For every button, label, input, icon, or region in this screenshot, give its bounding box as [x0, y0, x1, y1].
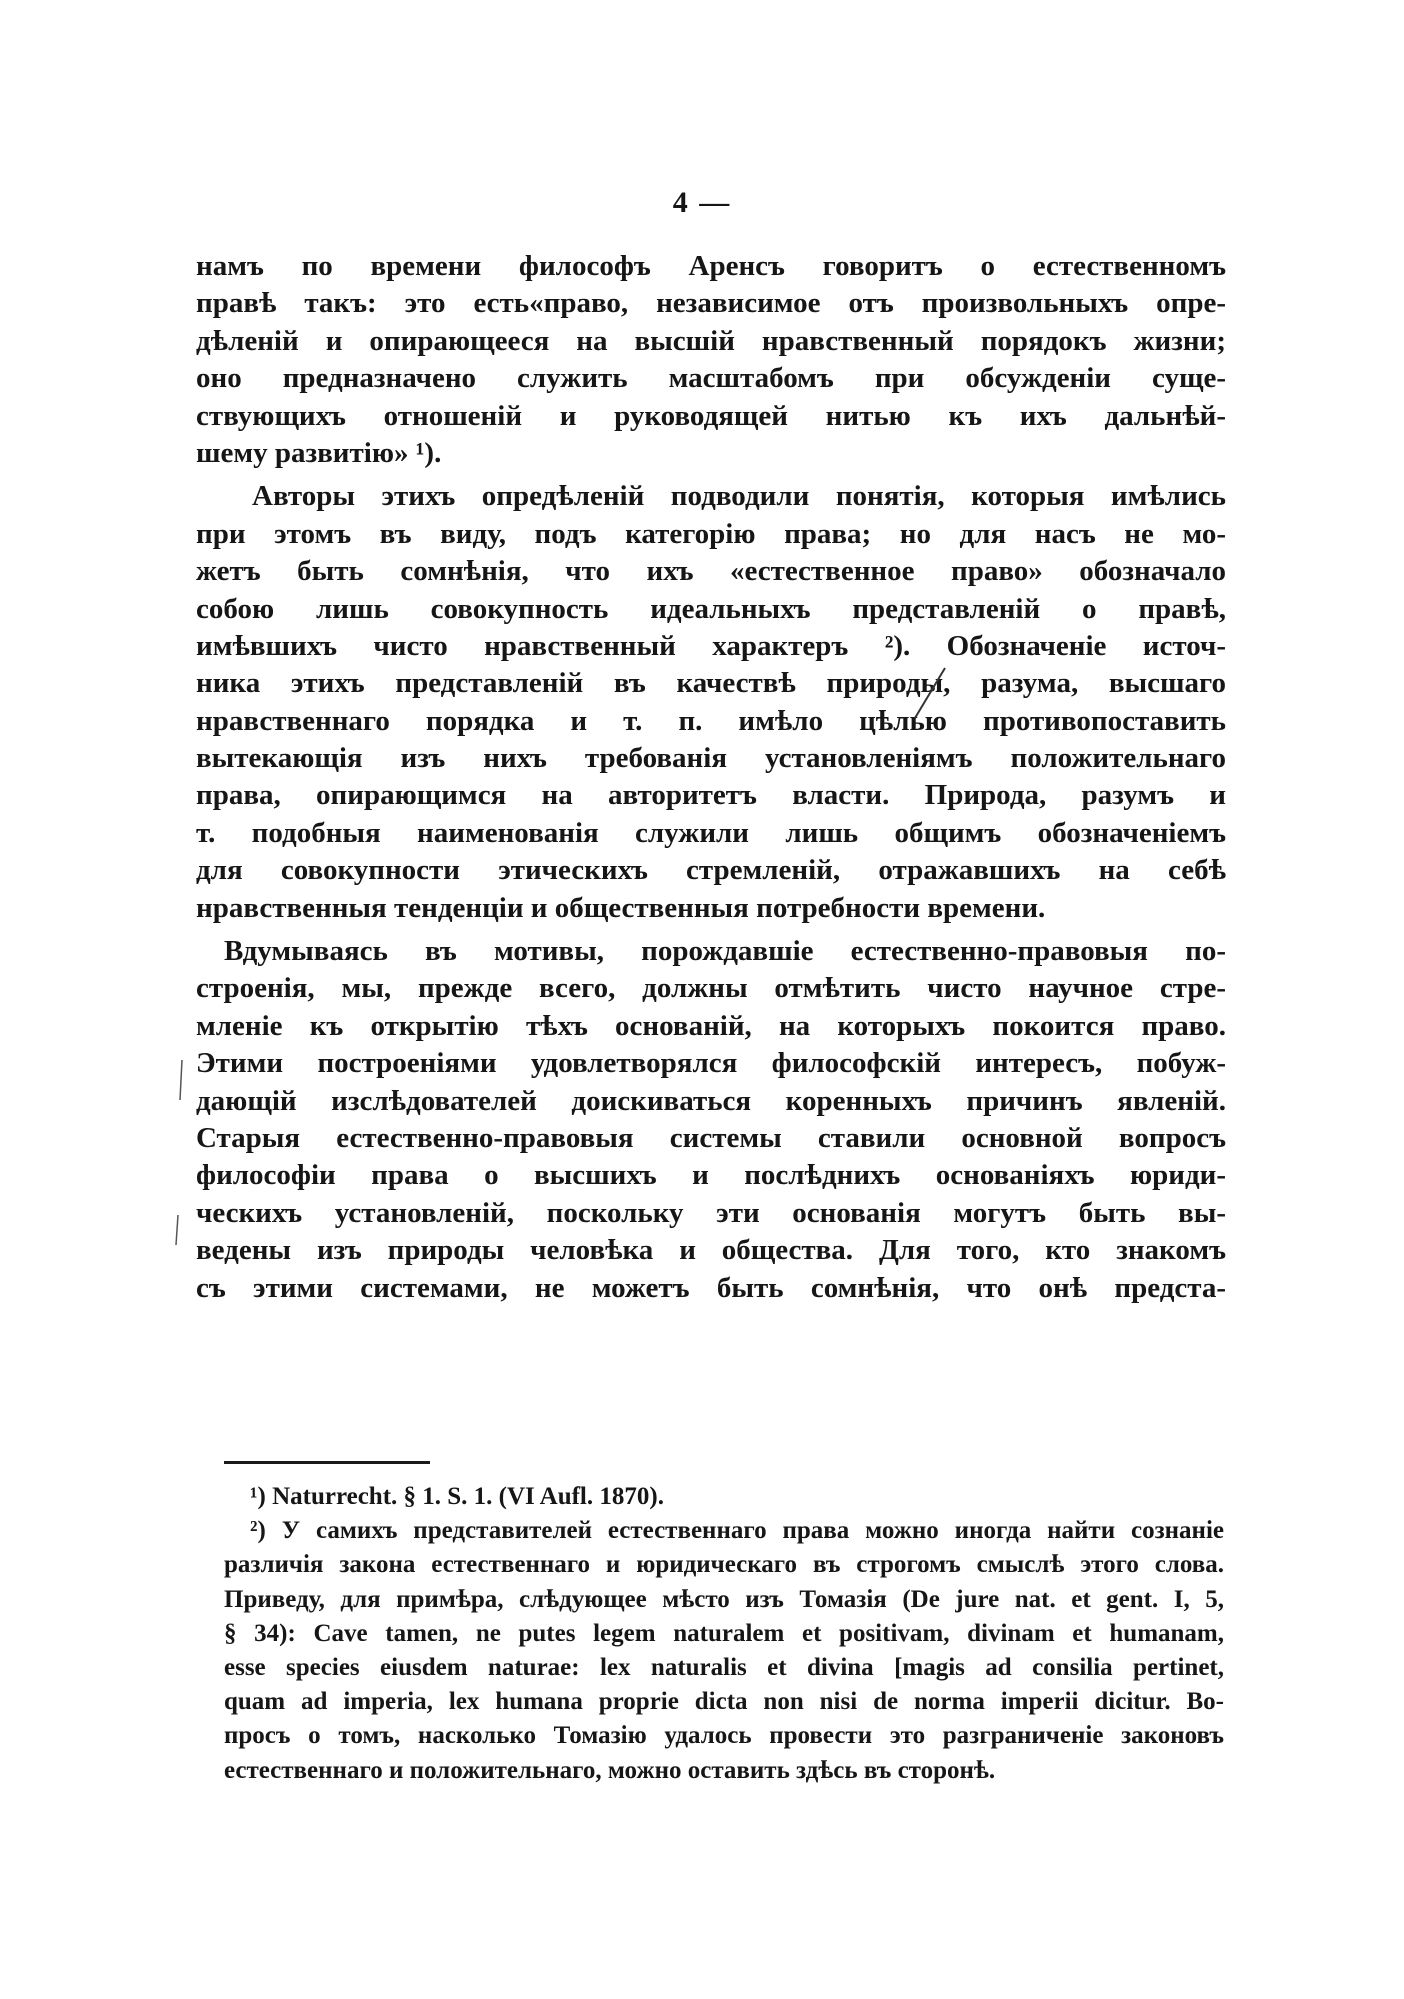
body-line: нравственныя тенденціи и общественныя потребности времени.: [196, 891, 1046, 924]
pencil-slash-mark: [915, 668, 945, 718]
footnote-line: Приведу, для примѣра, слѣдующее мѣсто изъ Томазія (De jure nat. et gent. I, 5,: [224, 1585, 1224, 1613]
body-line: Этими построеніями удовлетворялся философскій интересъ, побуж-: [196, 1047, 1226, 1080]
body-line: т. подобныя наименованія служили лишь общимъ обозначеніемъ: [196, 816, 1226, 849]
body-line: ческихъ установленій, поскольку эти основанія могутъ быть вы-: [196, 1196, 1226, 1229]
footnote-line: просъ о томъ, насколько Томазію удалось провести это разграниченіе законовъ: [224, 1722, 1224, 1750]
body-line: правѣ такъ: это есть«право, независимое отъ произвольныхъ опре-: [196, 287, 1226, 320]
paragraph-start-line: Авторы этихъ опредѣленій подводили понятія, которыя имѣлись: [252, 480, 1226, 513]
body-line: философіи права о высшихъ и послѣднихъ основаніяхъ юриди-: [196, 1159, 1226, 1192]
body-line: для совокупности этическихъ стремленій, отражавшихъ на себѣ: [196, 854, 1226, 887]
body-line: строенія, мы, прежде всего, должны отмѣтить чисто научное стре-: [196, 972, 1226, 1005]
footnote-line: esse species eiusdem naturae: lex naturalis et divina [magis ad consilia pertinet,: [224, 1653, 1224, 1681]
footnote-line: § 34): Cave tamen, ne putes legem naturalem et positivam, divinam et humanam,: [224, 1619, 1224, 1647]
page-number: 4 —: [672, 186, 732, 219]
footnote-line: quam ad imperia, lex humana proprie dicta non nisi de norma imperii dicitur. Во-: [224, 1688, 1224, 1716]
body-line: шему развитію» ¹).: [196, 436, 442, 469]
footnote-line: ²) У самихъ представителей естественнаго права можно иногда найти сознаніе: [250, 1517, 1224, 1545]
body-line: дающій изслѣдователей доискиваться коренныхъ причинъ явленій.: [196, 1084, 1226, 1117]
body-line: дѣленій и опирающееся на высшій нравственный порядокъ жизни;: [196, 324, 1226, 357]
body-line: права, опирающимся на авторитетъ власти. Природа, разумъ и: [196, 779, 1226, 812]
body-line: мленіе къ открытію тѣхъ основаній, на которыхъ покоится право.: [196, 1009, 1226, 1042]
body-line: ведены изъ природы человѣка и общества. Для того, кто знакомъ: [196, 1234, 1226, 1267]
body-line: вытекающія изъ нихъ требованія установленіямъ положительнаго: [196, 742, 1226, 775]
body-line: намъ по времени философъ Аренсъ говоритъ о естественномъ: [196, 250, 1226, 282]
body-line: имѣвшихъ чисто нравственный характеръ ²). Обозначеніе источ-: [196, 629, 1226, 662]
body-line: оно предназначено служить масштабомъ при обсужденіи суще-: [196, 362, 1226, 395]
body-line: при этомъ въ виду, подъ категорію права; но для насъ не мо-: [196, 517, 1226, 550]
footnote-line: ¹) Naturrecht. § 1. S. 1. (VI Aufl. 1870).: [250, 1483, 664, 1510]
body-line: ствующихъ отношеній и руководящей нитью къ ихъ дальнѣй-: [196, 399, 1226, 432]
body-line: жетъ быть сомнѣнія, что ихъ «естественное право» обозначало: [196, 555, 1226, 588]
body-line: Старыя естественно-правовыя системы ставили основной вопросъ: [196, 1121, 1226, 1154]
body-line: съ этими системами, не можетъ быть сомнѣнія, что онѣ предста-: [196, 1271, 1226, 1304]
footnote-line: естественнаго и положительнаго, можно оставить здѣсь въ сторонѣ.: [224, 1756, 996, 1784]
body-line: ника этихъ представленій въ качествѣ природы, разума, высшаго: [196, 667, 1226, 700]
pencil-margin-mark: [176, 1215, 178, 1245]
body-line: собою лишь совокупность идеальныхъ представленій о правѣ,: [196, 592, 1226, 625]
footnote-line: различія закона естественнаго и юридическаго въ строгомъ смыслѣ этого слова.: [224, 1551, 1224, 1579]
paragraph-start-line: Вдумываясь въ мотивы, порождавшіе естественно-правовыя по-: [224, 935, 1226, 968]
pencil-margin-mark: [180, 1060, 182, 1100]
body-line: нравственнаго порядка и т. п. имѣло цѣлью противопоставить: [196, 704, 1226, 737]
